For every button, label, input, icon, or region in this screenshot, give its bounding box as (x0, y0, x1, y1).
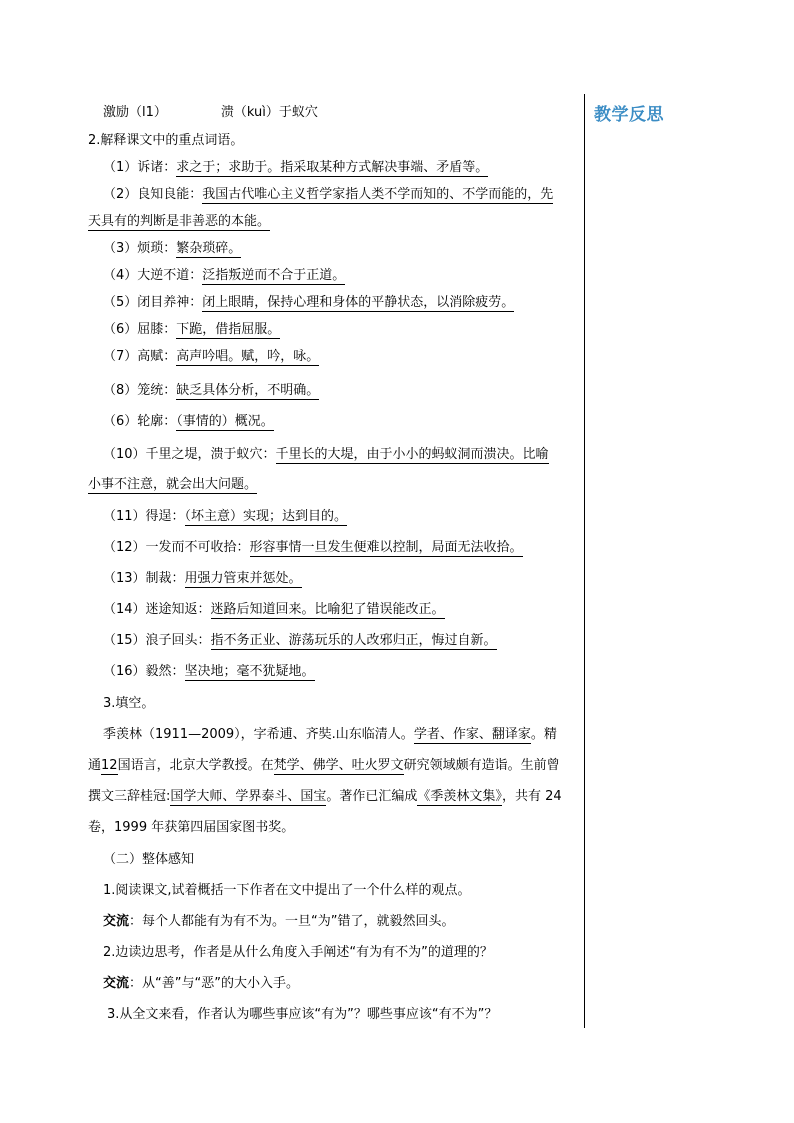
term-7: （7）高赋：高声吟唱。赋，吟，咏。 (103, 349, 320, 364)
term-13: （13）制裁：用强力管束并惩处。 (103, 571, 302, 586)
question-2: 2.边读边思考，作者是从什么角度入手阐述“有为有不为”的道理的？ (103, 945, 493, 960)
term-14: （14）迷途知返：迷路后知道回来。比喻犯了错误能改正。 (103, 602, 445, 617)
term-16: （16）毅然：坚决地；毫不犹疑地。 (103, 664, 315, 679)
term-15: （15）浪子回头：指不务正业、游荡玩乐的人改邪归正，悔过自新。 (103, 633, 497, 648)
fill-line-3: 撰文三辞桂冠:国学大师、学界泰斗、国宝。著作已汇编成《季羡林文集》，共有 24 (88, 789, 562, 804)
term-4: （4）大逆不道：泛指叛逆而不合于正道。 (103, 268, 346, 283)
question-3: 3.从全文来看，作者认为哪些事应该“有为”？哪些事应该“有不为”？ (107, 1007, 498, 1022)
sidebar-title: 教学反思 (594, 105, 664, 125)
column-divider (584, 94, 585, 1028)
term-9: （6）轮廓：（事情的）概况。 (103, 414, 274, 429)
section2-heading: 2.解释课文中的重点词语。 (88, 133, 244, 148)
term-2-cont: 天具有的判断是非善恶的本能。 (88, 214, 271, 229)
term-5: （5）闭目养神：闭上眼睛，保持心理和身体的平静状态，以消除疲劳。 (103, 295, 515, 310)
fill-line-1: 季羡林（1911—2009），字希逋、齐奘.山东临清人。学者、作家、翻译家。精 (103, 727, 557, 742)
term-1: （1）诉诸：求之于；求助于。指采取某种方式解决事端、矛盾等。 (103, 160, 489, 175)
term-10-cont: 小事不注意，就会出大问题。 (88, 477, 258, 492)
top-line (103, 104, 318, 122)
term-3: （3）烦琐：繁杂琐碎。 (103, 241, 242, 256)
fill-line-2: 通12国语言，北京大学教授。在梵学、佛学、吐火罗文研究领域颇有造诣。生前曾 (88, 758, 560, 773)
term-6: （6）屈膝：下跪，借指屈服。 (103, 322, 281, 337)
term-12: （12）一发而不可收拾：形容事情一旦发生便难以控制，局面无法收拾。 (103, 540, 523, 555)
term-10: （10）千里之堤，溃于蚁穴：千里长的大堤，由于小小的蚂蚁洞而溃决。比喻 (103, 447, 549, 462)
top-right: 溃（kuì）于蚁穴 (220, 105, 318, 120)
answer-1: 交流：每个人都能有为有不为。一旦“为”错了，就毅然回头。 (103, 914, 455, 929)
term-2: （2）良知良能：我国古代唯心主义哲学家指人类不学而知的、不学而能的，先 (103, 187, 554, 202)
term-11: （11）得逞：（坏主意）实现；达到目的。 (103, 509, 348, 524)
part2-heading: （二）整体感知 (103, 852, 195, 867)
fill-line-4: 卷，1999 年获第四届国家图书奖。 (88, 820, 295, 835)
top-left: 激励（l1） (103, 105, 167, 120)
question-1: 1.阅读课文,试着概括一下作者在文中提出了一个什么样的观点。 (103, 883, 471, 898)
term-8: （8）笼统：缺乏具体分析，不明确。 (103, 383, 320, 398)
section3-heading: 3.填空。 (103, 696, 155, 711)
answer-2: 交流：从“善”与“恶”的大小入手。 (103, 976, 299, 991)
